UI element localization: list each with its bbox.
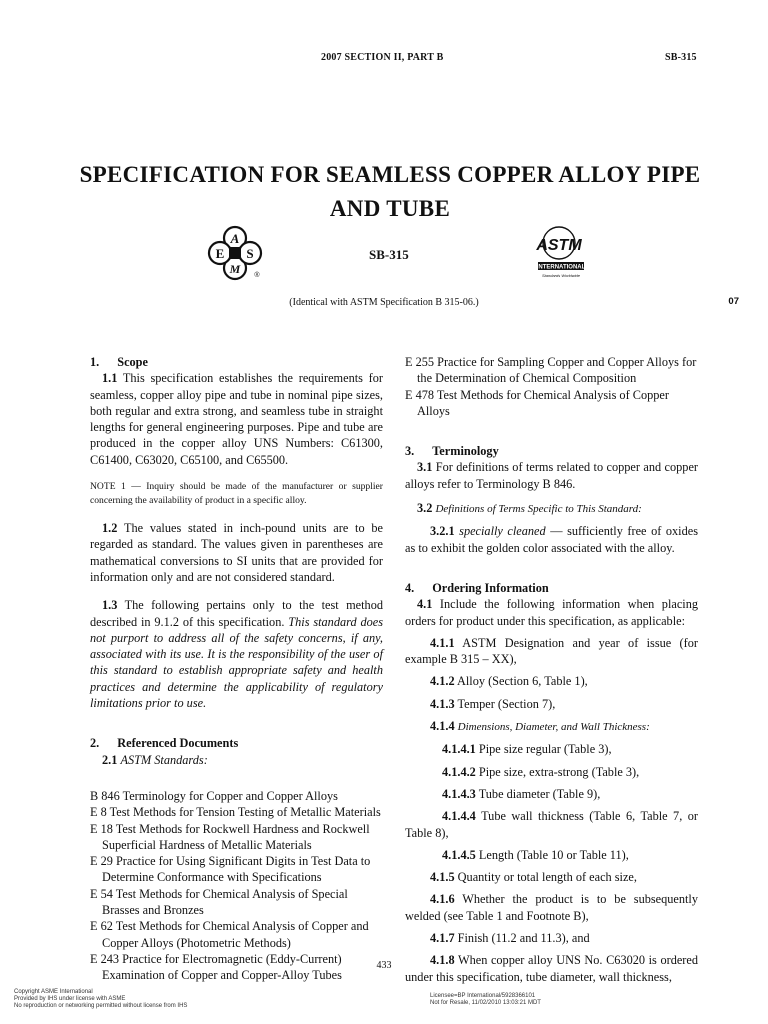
section-heading-scope: 1. Scope [90,355,148,369]
footer-line: No reproduction or networking permitted without license from IHS [14,1003,188,1009]
ordering-item-4-1-4: 4.1.4 Dimensions, Diameter, and Wall Thickness: [430,719,650,734]
identical-statement: (Identical with ASTM Specification B 315-06.) [289,297,479,308]
ordering-item-4-1-4-1: 4.1.4.1 Pipe size regular (Table 3), [442,742,612,757]
asme-logo [207,225,267,283]
ordering-item-4-1-6: 4.1.6 Whether the product is to be subsequently welded (see Table 1 and Footnote B), [405,892,698,923]
paragraph-3-1: 3.1 For definitions of terms related to copper and copper alloys refer to Terminology B 846. [405,460,698,491]
note-1: NOTE 1 — Inquiry should be made of the manufacturer or supplier concerning the availability of product in a specific alloy. [90,481,383,507]
astm-wordmark: ASTM [536,237,582,254]
registered-mark: ® [254,272,260,279]
reference-item: E 478 Test Methods for Chemical Analysis of Copper Alloys [405,387,669,418]
paragraph-1-3: 1.3 The following pertains only to the test method described in 9.1.2 of this specification. This standard does not purport to address all of the safety concerns, if any, associated with its use. It is the responsibility of the user of this standard to establish appropriate safety and health practices and determine the applicability of regulatory limitations prior to use. [90,598,383,711]
footer-line: Licensee=BP International/5928366101 [430,993,536,999]
paragraph-1-1: 1.1 This specification establishes the requirements for seamless, copper alloy pipe and tube in nominal pipe sizes, both regular and extra strong, and seamless tube in straight lengths for general engineering purposes. Pipe and tube are produced in the copper alloy UNS Numbers: C61300, C61400, C63020, C65100, and C65500. [90,371,383,467]
reference-item: E 62 Test Methods for Chemical Analysis of Copper and Copper Alloys (Photometric Methods) [90,919,369,950]
title-line-1: SPECIFICATION FOR SEAMLESS COPPER ALLOY PIPE [79,162,701,187]
left-column [90,354,383,984]
edition-mark: 07 [728,296,739,307]
section-heading-ordering-information: 4. Ordering Information [405,580,549,595]
reference-item: E 18 Test Methods for Rockwell Hardness and Rockwell Superficial Hardness of Metallic Materials [90,821,370,852]
section-heading-referenced-documents: 2. Referenced Documents [90,736,239,751]
asme-letter-s: S [246,246,254,261]
astm-logo [531,225,591,289]
ordering-item-4-1-4-4: 4.1.4.4 Tube wall thickness (Table 6, Table 7, or Table 8), [405,809,699,840]
reference-item: E 243 Practice for Electromagnetic (Eddy-Current) Examination of Copper and Copper-Alloy Tubes [90,951,342,983]
reference-item: E 54 Test Methods for Chemical Analysis of Special Brasses and Bronzes [90,886,348,918]
section-heading-terminology: 3. Terminology [405,444,499,459]
ordering-item-4-1-5: 4.1.5 Quantity or total length of each size, [430,870,637,885]
footer-line: Not for Resale, 11/02/2010 13:03:21 MDT [430,1000,541,1006]
title-line-2: AND TUBE [329,196,451,221]
ordering-item-4-1-3: 4.1.3 Temper (Section 7), [430,696,556,711]
reference-item: E 8 Test Methods for Tension Testing of Metallic Materials [90,805,381,820]
page-number: 433 [376,960,392,971]
right-column [405,354,698,985]
paragraph-3-2: 3.2 Definitions of Terms Specific to This Standard: [417,501,642,516]
ordering-item-4-1-7: 4.1.7 Finish (11.2 and 11.3), and [430,931,590,946]
ordering-item-4-1-4-3: 4.1.4.3 Tube diameter (Table 9), [442,786,601,801]
paragraph-3-2-1: 3.2.1 specially cleaned — sufficiently free of oxides as to exhibit the golden color associated with the alloy. [405,524,698,555]
astm-tagline: Standards Worldwide [541,273,581,278]
ordering-item-4-1-1: 4.1.1 ASTM Designation and year of issue (for example B 315 – XX), [405,635,698,667]
paragraph-4-1: 4.1 Include the following information when placing orders for product under this specification, as applicable: [405,597,698,628]
astm-band-text: INTERNATIONAL [536,264,586,271]
ordering-item-4-1-4-2: 4.1.4.2 Pipe size, extra-strong (Table 3), [442,764,640,779]
footer-right [430,993,541,1007]
document-number: SB-315 [369,247,409,262]
reference-item: B 846 Terminology for Copper and Copper Alloys [90,788,338,803]
ordering-items [405,635,698,985]
footer-line: Copyright ASME International [14,989,93,995]
reference-item: E 29 Practice for Using Significant Digits in Test Data to Determine Conformance with Specifications [90,854,371,885]
footer-line: Provided by IHS under license with ASME [14,996,126,1002]
document-title [40,158,740,226]
reference-item: E 255 Practice for Sampling Copper and Copper Alloys for the Determination of Chemical Composition [405,355,697,386]
ordering-item-4-1-8: 4.1.8 When copper alloy UNS No. C63020 is ordered under this specification, tube diameter, wall thickness, [405,953,699,984]
footer-left [14,989,187,1010]
running-header-left: 2007 SECTION II, PART B [321,52,444,63]
paragraph-2-1: 2.1 ASTM Standards: [102,752,208,767]
asme-letter-e: E [215,246,225,261]
running-header-right: SB-315 [665,52,697,63]
paragraph-1-2: 1.2 The values stated in inch-pound units are to be regarded as standard. The values given in parentheses are mathematical conversions to SI units that are provided for information only and are not considered standard. [90,521,384,584]
asme-letter-a: A [230,231,240,246]
ordering-item-4-1-4-5: 4.1.4.5 Length (Table 10 or Table 11), [442,847,629,862]
asme-letter-m: M [229,262,241,276]
ordering-item-4-1-2: 4.1.2 Alloy (Section 6, Table 1), [430,674,588,689]
reference-list-left [90,788,383,984]
